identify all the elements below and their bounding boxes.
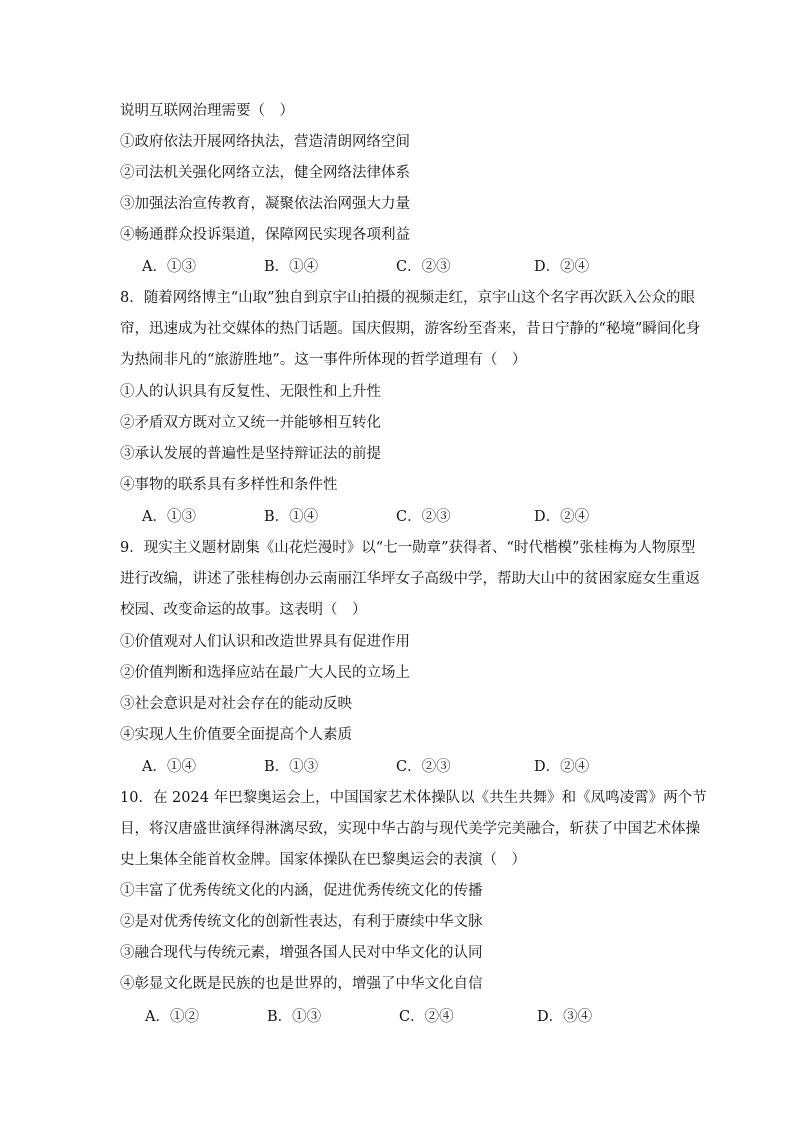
q9-option-d[interactable]: D．②④	[534, 759, 590, 775]
q8-option-b[interactable]: B．①④	[264, 509, 319, 525]
q7-statement-1: ①政府依法开展网络执法，营造清朗网络空间	[120, 134, 410, 150]
q8-option-a[interactable]: A．①③	[142, 509, 196, 525]
q8-statement-4: ④事物的联系具有多样性和条件性	[120, 477, 338, 493]
q9-stem-line-3: 校园、改变命运的故事。这表明（ ）	[120, 602, 367, 618]
q9-statement-3: ③社会意识是对社会存在的能动反映	[120, 696, 352, 712]
q7-statement-2: ②司法机关强化网络立法，健全网络法律体系	[120, 165, 410, 181]
q10-statement-4: ④彰显文化既是民族的也是世界的，增强了中华文化自信	[120, 976, 483, 992]
q7-option-a[interactable]: A．①③	[142, 259, 196, 275]
q8-statement-3: ③承认发展的普遍性是坚持辩证法的前提	[120, 446, 381, 462]
q7-statement-3: ③加强法治宣传教育，凝聚依法治网强大力量	[120, 196, 410, 212]
q9-statement-2: ②价值判断和选择应站在最广大人民的立场上	[120, 665, 410, 681]
q7-option-b[interactable]: B．①④	[264, 259, 319, 275]
q10-statement-1: ①丰富了优秀传统文化的内涵，促进优秀传统文化的传播	[120, 883, 483, 899]
q9-option-c[interactable]: C．②③	[396, 759, 451, 775]
q10-stem-line-1: 10．在 2024 年巴黎奥运会上，中国国家艺术体操队以《共生共舞》和《凤鸣凌霄》两个节	[120, 790, 707, 806]
q7-option-d[interactable]: D．②④	[534, 259, 590, 275]
q10-option-c[interactable]: C．②④	[399, 1009, 454, 1025]
q7-stem-tail: 说明互联网治理需要（ ）	[120, 103, 294, 119]
q8-stem-line-3: 为热闹非凡的“旅游胜地”。这一事件所体现的哲学道理有（ ）	[120, 352, 527, 368]
q7-option-c[interactable]: C．②③	[396, 259, 451, 275]
q9-statement-4: ④实现人生价值要全面提高个人素质	[120, 727, 352, 743]
q10-stem-line-3: 史上集体全能首枚金牌。国家体操队在巴黎奥运会的表演（ ）	[120, 852, 526, 868]
q8-option-c[interactable]: C．②③	[396, 509, 451, 525]
q10-option-d[interactable]: D．③④	[537, 1009, 593, 1025]
q10-option-a[interactable]: A．①②	[145, 1009, 199, 1025]
q8-statement-2: ②矛盾双方既对立又统一并能够相互转化	[120, 415, 381, 431]
q10-stem-line-2: 目，将汉唐盛世演绎得淋漓尽致，实现中华古韵与现代美学完美融合，斩获了中国艺术体操	[120, 821, 700, 837]
q9-stem-line-1: 9．现实主义题材剧集《山花烂漫时》以“七一勋章”获得者、“时代楷模”张桂梅为人物原型	[120, 540, 696, 556]
q8-stem-line-2: 帘，迅速成为社交媒体的热门话题。国庆假期，游客纷至沓来，昔日宁静的“秘境”瞬间化身	[120, 321, 701, 337]
q9-stem-line-2: 进行改编，讲述了张桂梅创办云南丽江华坪女子高级中学，帮助大山中的贫困家庭女生重返	[120, 571, 700, 587]
q9-statement-1: ①价值观对人们认识和改造世界具有促进作用	[120, 634, 410, 650]
q9-option-b[interactable]: B．①③	[264, 759, 319, 775]
q10-option-b[interactable]: B．①③	[267, 1009, 322, 1025]
q7-statement-4: ④畅通群众投诉渠道，保障网民实现各项利益	[120, 227, 410, 243]
q10-statement-2: ②是对优秀传统文化的创新性表达，有利于赓续中华文脉	[120, 914, 483, 930]
q10-statement-3: ③融合现代与传统元素，增强各国人民对中华文化的认同	[120, 945, 483, 961]
q9-option-a[interactable]: A．①④	[142, 759, 196, 775]
q8-statement-1: ①人的认识具有反复性、无限性和上升性	[120, 384, 381, 400]
q8-stem-line-1: 8．随着网络博主“山取”独自到京宇山拍摄的视频走红，京宇山这个名字再次跃入公众的眼	[120, 290, 696, 306]
q8-option-d[interactable]: D．②④	[534, 509, 590, 525]
